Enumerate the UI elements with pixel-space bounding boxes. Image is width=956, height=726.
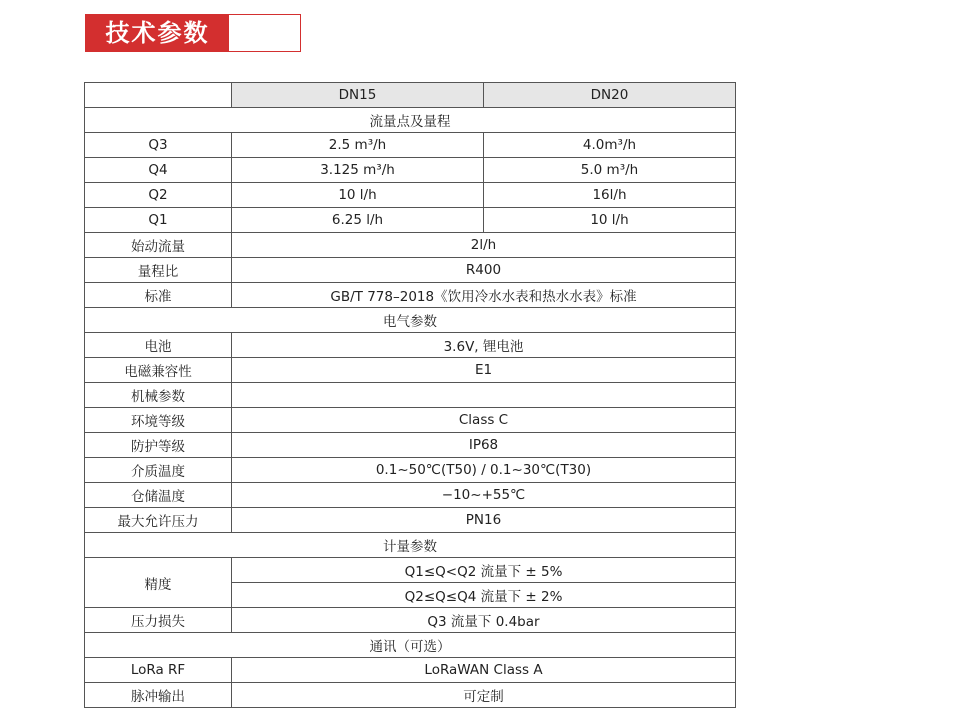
section-title: 技术参数	[86, 15, 229, 51]
row-label: 机械参数	[85, 383, 232, 408]
spec-table	[84, 82, 736, 708]
row-label: 量程比	[85, 258, 232, 283]
cell-dn20: 16l/h	[484, 183, 736, 208]
row-label: 始动流量	[85, 233, 232, 258]
row-label: 压力损失	[85, 608, 232, 633]
section-row-metering	[85, 533, 736, 558]
table-row	[85, 433, 736, 458]
row-value: LoRaWAN Class A	[232, 658, 736, 683]
row-value: 3.6V, 锂电池	[232, 333, 736, 358]
row-value: −10~+55℃	[232, 483, 736, 508]
row-value: PN16	[232, 508, 736, 533]
cell-dn20: 10 l/h	[484, 208, 736, 233]
section-header	[85, 14, 301, 52]
cell-dn20: 5.0 m³/h	[484, 158, 736, 183]
section-label: 通讯（可选）	[85, 633, 736, 658]
row-value: 2l/h	[232, 233, 736, 258]
section-row-comm	[85, 633, 736, 658]
row-label: 仓储温度	[85, 483, 232, 508]
header-cell-empty	[85, 83, 232, 108]
row-value: 0.1~50℃(T50) / 0.1~30℃(T30)	[232, 458, 736, 483]
row-value: Q3 流量下 0.4bar	[232, 608, 736, 633]
cell-dn15: 6.25 l/h	[232, 208, 484, 233]
section-row-flow	[85, 108, 736, 133]
row-label: 精度	[85, 558, 232, 608]
table-header-row	[85, 83, 736, 108]
table-row	[85, 383, 736, 408]
row-value: E1	[232, 358, 736, 383]
cell-dn15: 3.125 m³/h	[232, 158, 484, 183]
cell-dn20: 4.0m³/h	[484, 133, 736, 158]
header-cell-dn20: DN20	[484, 83, 736, 108]
row-label: 标准	[85, 283, 232, 308]
table-row	[85, 658, 736, 683]
row-value: GB/T 778–2018《饮用冷水水表和热水水表》标准	[232, 283, 736, 308]
table-row	[85, 358, 736, 383]
table-row	[85, 558, 736, 583]
row-label: Q4	[85, 158, 232, 183]
row-label: Q3	[85, 133, 232, 158]
row-label: 防护等级	[85, 433, 232, 458]
table-row	[85, 258, 736, 283]
table-row	[85, 208, 736, 233]
cell-dn15: 10 l/h	[232, 183, 484, 208]
row-label: Q1	[85, 208, 232, 233]
row-value: R400	[232, 258, 736, 283]
row-label: Q2	[85, 183, 232, 208]
table-row	[85, 483, 736, 508]
table-row	[85, 133, 736, 158]
row-value: IP68	[232, 433, 736, 458]
table-row	[85, 158, 736, 183]
row-value: Q1≤Q<Q2 流量下 ± 5%	[232, 558, 736, 583]
table-row	[85, 333, 736, 358]
header-cell-dn15: DN15	[232, 83, 484, 108]
table-row	[85, 508, 736, 533]
table-row	[85, 683, 736, 708]
table-row	[85, 458, 736, 483]
table-row	[85, 183, 736, 208]
cell-dn15: 2.5 m³/h	[232, 133, 484, 158]
section-label: 流量点及量程	[85, 108, 736, 133]
row-label: 电池	[85, 333, 232, 358]
table-row	[85, 608, 736, 633]
row-label: 环境等级	[85, 408, 232, 433]
table-row	[85, 283, 736, 308]
section-label: 计量参数	[85, 533, 736, 558]
table-row	[85, 408, 736, 433]
row-value: 可定制	[232, 683, 736, 708]
section-row-electrical	[85, 308, 736, 333]
row-value: Class C	[232, 408, 736, 433]
row-label: 介质温度	[85, 458, 232, 483]
row-label: 最大允许压力	[85, 508, 232, 533]
table-row	[85, 233, 736, 258]
row-label: 脉冲输出	[85, 683, 232, 708]
section-label: 电气参数	[85, 308, 736, 333]
row-label: 电磁兼容性	[85, 358, 232, 383]
row-value: Q2≤Q≤Q4 流量下 ± 2%	[232, 583, 736, 608]
row-label: LoRa RF	[85, 658, 232, 683]
row-value	[232, 383, 736, 408]
